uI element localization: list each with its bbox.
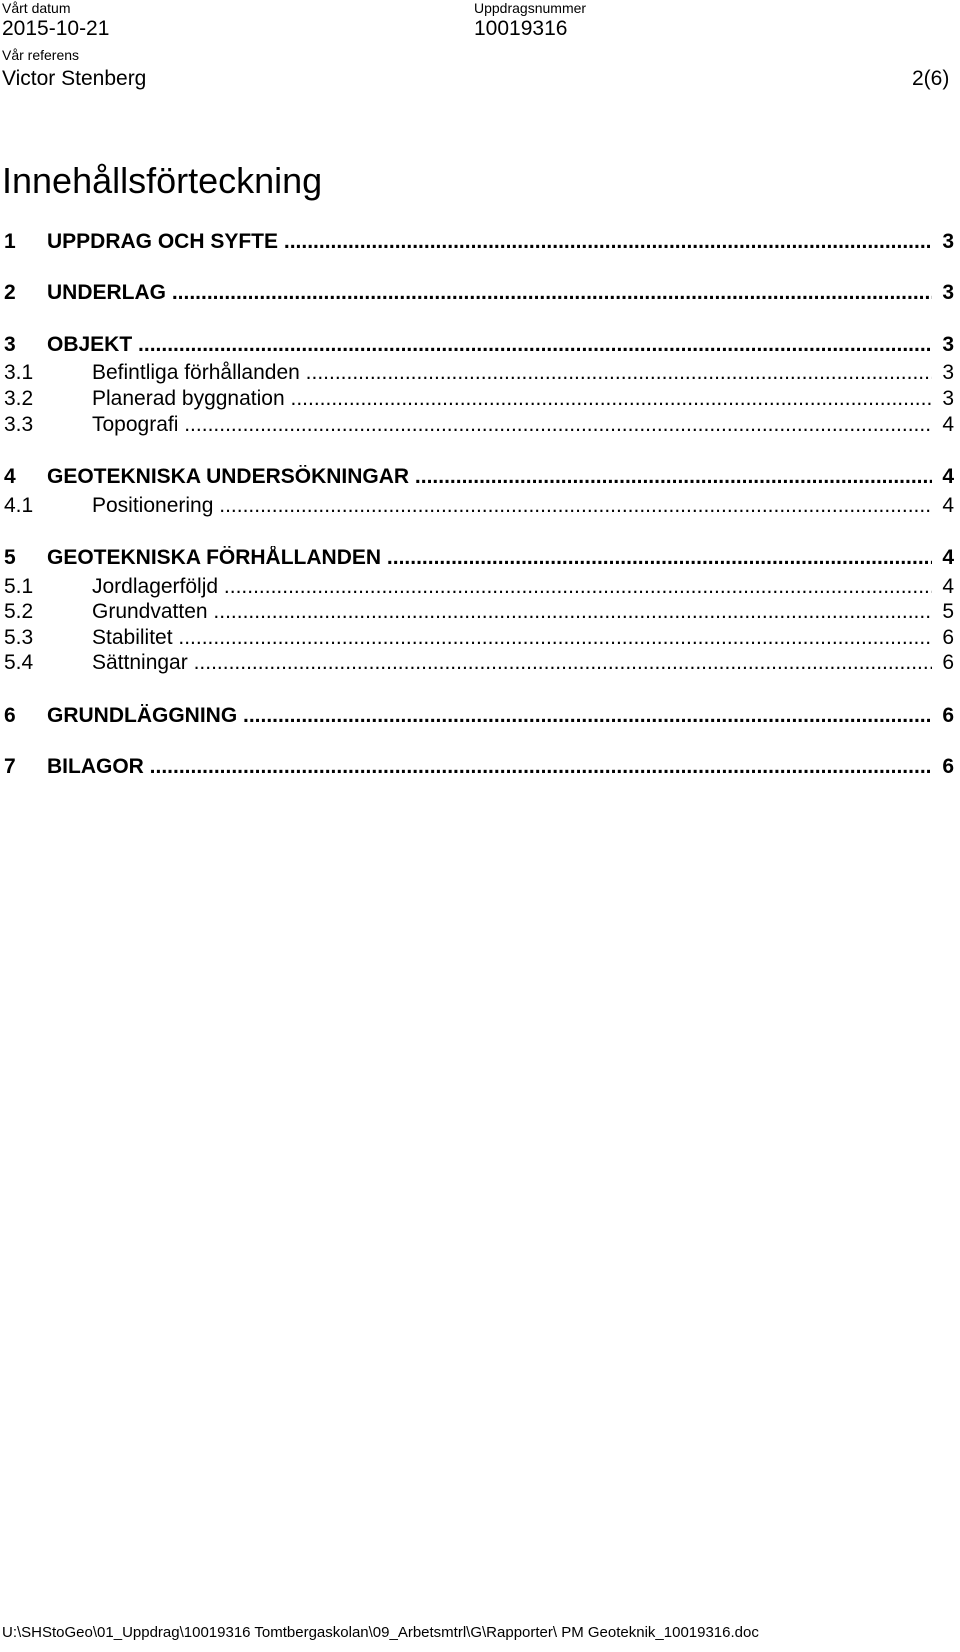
toc-entry-page: 6 [932, 704, 954, 728]
page-title: Innehållsförteckning [2, 160, 323, 201]
toc-entry-title: Topografi ..... [92, 413, 932, 437]
toc-entry-number: 5.4 [4, 651, 34, 674]
toc-entry[interactable] [4, 755, 954, 779]
toc-entry-number: 4.1 [4, 494, 34, 517]
toc-entry[interactable] [4, 230, 954, 254]
reference-label: Vår referens [2, 47, 80, 63]
date-label: Vårt datum [2, 0, 71, 16]
toc-entry-page: 3 [932, 230, 954, 254]
toc-entry-title: UPPDRAG OCH SYFTE ..... [47, 230, 932, 254]
toc-entry-page: 3 [932, 333, 954, 357]
reference-value: Victor Stenberg [2, 67, 147, 90]
toc-entry-page: 5 [932, 600, 954, 624]
date-value: 2015-10-21 [2, 17, 110, 40]
toc-subentry[interactable] [4, 361, 954, 385]
toc-entry-title: BILAGOR ..... [47, 755, 932, 779]
toc-subentry[interactable] [4, 413, 954, 437]
toc-entry[interactable] [4, 465, 954, 489]
toc-entry-number: 7 [4, 755, 16, 778]
toc-entry-page: 6 [932, 651, 954, 675]
toc-entry-number: 5.3 [4, 626, 34, 649]
toc-subentry[interactable] [4, 651, 954, 675]
toc-entry-number: 5.1 [4, 575, 34, 598]
toc-entry-page: 6 [932, 755, 954, 779]
toc-entry-page: 4 [932, 413, 954, 437]
assignment-number-value: 10019316 [474, 17, 568, 40]
toc-entry-page: 4 [932, 575, 954, 599]
toc-entry-page: 3 [932, 387, 954, 411]
toc-subentry[interactable] [4, 600, 954, 624]
toc-entry[interactable] [4, 281, 954, 305]
toc-entry-page: 6 [932, 626, 954, 650]
toc-entry-number: 3.2 [4, 387, 34, 410]
toc-entry-number: 6 [4, 704, 16, 727]
toc-entry[interactable] [4, 704, 954, 728]
toc-entry-page: 3 [932, 281, 954, 305]
toc-entry-title: Positionering ..... [92, 494, 932, 518]
assignment-number-label: Uppdragsnummer [474, 0, 587, 16]
toc-entry-title: Sättningar ..... [92, 651, 932, 675]
toc-entry-title: GEOTEKNISKA UNDERSÖKNINGAR ..... [47, 465, 932, 489]
toc-entry-number: 3 [4, 333, 16, 356]
toc-entry-number: 1 [4, 230, 16, 253]
page-indicator: 2(6) [912, 67, 950, 90]
toc-entry-title: Befintliga förhållanden ..... [92, 361, 932, 385]
footer-file-path: U:\SHStoGeo\01_Uppdrag\10019316 Tomtbergaskolan\09_Arbetsmtrl\G\Rapporter\ PM Geoteknik_10019316.doc [2, 1624, 759, 1641]
toc-entry-title: GRUNDLÄGGNING ..... [47, 704, 932, 728]
toc-entry[interactable] [4, 333, 954, 357]
toc-entry-page: 4 [932, 494, 954, 518]
toc-entry-page: 4 [932, 465, 954, 489]
toc-subentry[interactable] [4, 494, 954, 518]
toc-entry-title: UNDERLAG ..... [47, 281, 932, 305]
toc-entry-title: Stabilitet ..... [92, 626, 932, 650]
toc-entry-title: Planerad byggnation ..... [92, 387, 932, 411]
toc-entry-title: GEOTEKNISKA FÖRHÅLLANDEN ..... [47, 546, 932, 570]
toc-subentry[interactable] [4, 626, 954, 650]
toc-subentry[interactable] [4, 387, 954, 411]
toc-entry-number: 2 [4, 281, 16, 304]
toc-entry-number: 5.2 [4, 600, 34, 623]
toc-entry-number: 4 [4, 465, 16, 488]
toc-entry-number: 3.3 [4, 413, 34, 436]
toc-entry-page: 3 [932, 361, 954, 385]
toc-entry-title: Grundvatten ..... [92, 600, 932, 624]
toc-entry[interactable] [4, 546, 954, 570]
toc-entry-page: 4 [932, 546, 954, 570]
toc-entry-number: 5 [4, 546, 16, 569]
toc-entry-title: OBJEKT ..... [47, 333, 932, 357]
toc-entry-number: 3.1 [4, 361, 34, 384]
toc-subentry[interactable] [4, 575, 954, 599]
toc-entry-title: Jordlagerföljd ..... [92, 575, 932, 599]
